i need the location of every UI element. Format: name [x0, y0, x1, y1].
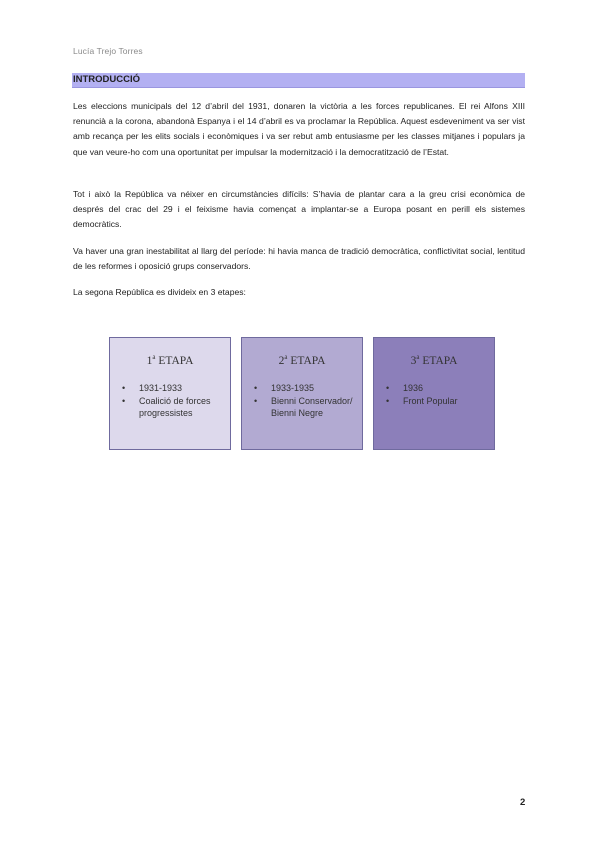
stage-title: 3$^a$ ETAPA	[410, 353, 458, 367]
stage-items	[122, 382, 226, 420]
paragraph-stages-intro: La segona República es divideix en 3 etapes:	[73, 287, 246, 297]
paragraph-difficulties: Tot i això la República va néixer en circumstàncies difícils: S’havia de plantar cara a la greu crisi econòmica de després del crac del 29 i el feixisme havia començat a implantar-se a Europa posant en perill els sistemes democràtics.	[73, 189, 525, 230]
stage-item: • 1933-1935	[254, 382, 358, 395]
stage-item: • Bienni Conservador/ Bienni Negre	[254, 395, 358, 420]
page-number: 2	[520, 797, 526, 808]
stage-item: • Front Popular	[386, 395, 490, 408]
stage-box-3	[373, 337, 495, 450]
stage-title: 2$^a$ ETAPA	[278, 353, 326, 367]
section-heading-bar	[72, 73, 525, 88]
stage-item: • Coalició de forces progressistes	[122, 395, 226, 420]
header-author: Lucía Trejo Torres	[73, 46, 143, 56]
paragraph-instability: Va haver una gran inestabilitat al llarg del període: hi havia manca de tradició democràtica, conflictivitat social, lentitud de les reformes i oposició grups conservadors.	[73, 246, 525, 272]
stage-item: • 1931-1933	[122, 382, 226, 395]
stage-item: • 1936	[386, 382, 490, 395]
stage-title: 1$^a$ ETAPA	[146, 353, 194, 367]
stage-box-2	[241, 337, 363, 450]
stage-box-1	[109, 337, 231, 450]
stage-items	[254, 382, 358, 420]
section-title: INTRODUCCIÓ	[73, 74, 141, 85]
stage-items	[386, 382, 490, 407]
paragraph-intro: Les eleccions municipals del 12 d’abril del 1931, donaren la victòria a les forces republicanes. El rei Alfons XIII renuncià a la corona, abandonà Espanya i el 14 d’abril es va proclamar la República. Aquest esdeveniment va ser vist amb recança per les elits socials i econòmiques i va ser rebut amb entusiasme per les classes mitjanes i populars ja que van veure-ho com una oportunitat per impulsar la modernització i la democratització de l’Estat.	[73, 101, 525, 157]
